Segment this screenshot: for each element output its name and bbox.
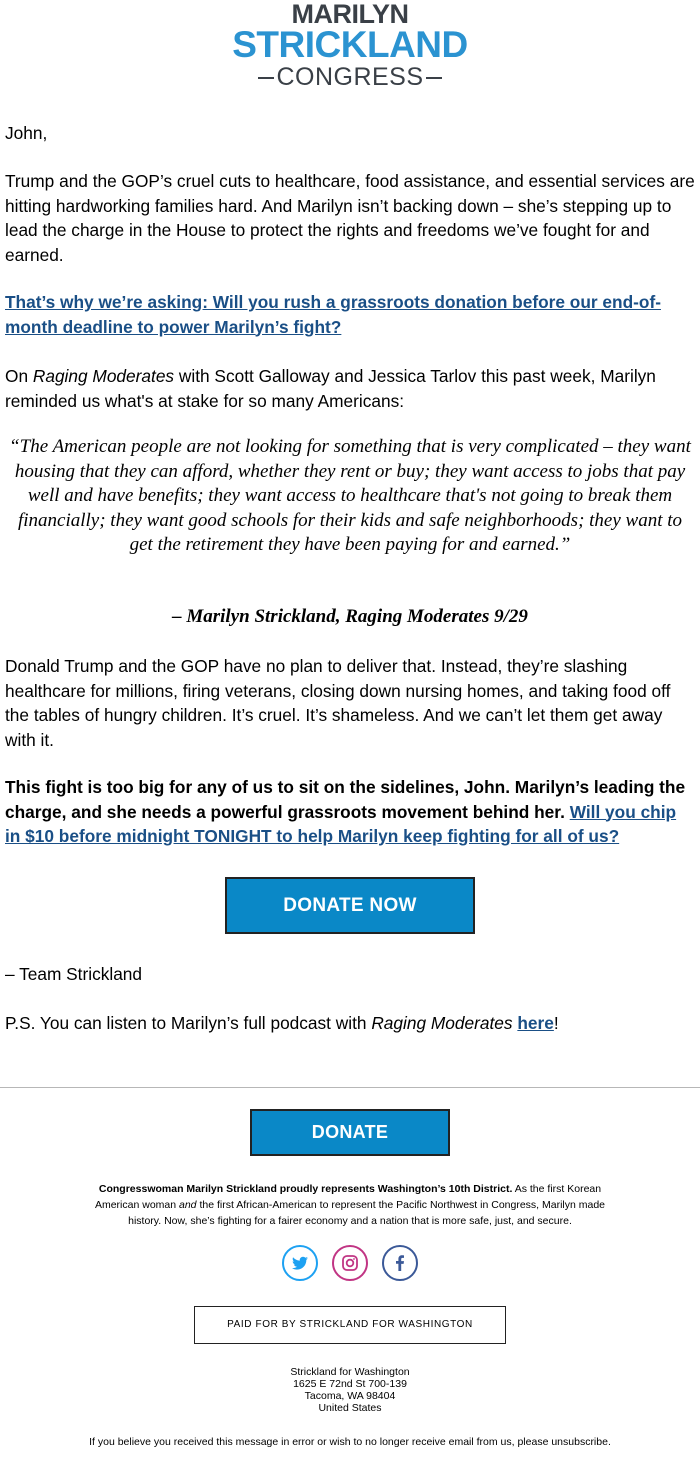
about-text-b: the first African-American to represent the Pacific Northwest in Congress, Marilyn made history. Now, she’s fighting for a fairer economy and a nation that is more safe, just, and secure. — [128, 1199, 606, 1227]
paragraph-podcast-text — [5, 364, 695, 413]
greeting: John, — [5, 123, 48, 143]
show-name: Raging Moderates — [32, 366, 175, 386]
unsubscribe-notice[interactable]: If you believe you received this message in error or wish to no longer receive email from us, please unsubscribe. — [89, 1436, 611, 1448]
paragraph-intro-text: Trump and the GOP’s cruel cuts to healthcare, food assistance, and essential services are hitting hardworking families hard. And Marilyn isn’t backing down – she’s stepping up to lead the charge in the House to protect the rights and freedoms we’ve fought for and earned. — [5, 171, 695, 265]
about-and: and — [179, 1199, 197, 1211]
chip-in-bold: This fight is too big for any of us to sit on the sidelines, John. Marilyn’s leading the charge, and she needs a powerful grassroots movement behind her. — [5, 777, 686, 822]
logo-congress-text: CONGRESS — [276, 63, 424, 91]
instagram-icon[interactable] — [332, 1245, 368, 1281]
about-text-a: As the first Korean American woman — [94, 1183, 602, 1211]
address-org: Strickland for Washington — [290, 1366, 410, 1378]
instagram-glyph — [334, 1247, 366, 1279]
address-street: 1625 E 72nd St 700-139 — [293, 1378, 407, 1390]
twitter-icon[interactable] — [282, 1245, 318, 1281]
footer-donate-button[interactable]: DONATE — [250, 1109, 450, 1156]
quote-attribution: – Marilyn Strickland, Raging Moderates 9/29 — [172, 606, 528, 627]
paragraph-ask — [0, 290, 700, 339]
footer-donate-wrapper — [0, 1109, 700, 1156]
paragraph-trump — [0, 654, 700, 752]
quote-text: “The American people are not looking for something that is very complicated – they want housing that they can afford, whether they rent or buy; they want access to jobs that pay well and have benefits; they want access to healthcare that's not going to break them financially; they want good schools for their kids and safe neighborhoods; they want to get the retirement they have been paying for and earned.” — [9, 436, 691, 555]
footer-divider — [0, 1087, 700, 1088]
ps-show-name: Raging Moderates — [371, 1013, 513, 1033]
podcast-prefix: On — [5, 366, 33, 386]
facebook-icon[interactable] — [382, 1245, 418, 1281]
footer-about — [0, 1181, 700, 1229]
social-links — [0, 1245, 700, 1281]
ps-suffix: ! — [553, 1013, 559, 1033]
ps-prefix: P.S. You can listen to Marilyn’s full podcast with — [5, 1013, 372, 1033]
email-body — [0, 121, 700, 146]
paragraph-trump-text: Donald Trump and the GOP have no plan to deliver that. Instead, they’re slashing healthcare for millions, firing veterans, closing down nursing homes, and taking food off the tables of hungry children. It’s cruel. It’s shameless. And we can’t let them get away with it. — [5, 656, 671, 750]
logo-dash-left — [258, 77, 274, 79]
paid-for-disclaimer: PAID FOR BY STRICKLAND FOR WASHINGTON — [194, 1306, 506, 1344]
about-bold: Congresswoman Marilyn Strickland proudly represents Washington’s 10th District. — [98, 1183, 513, 1195]
logo-tagline — [0, 63, 700, 91]
logo-dash-right — [426, 77, 442, 79]
campaign-logo — [0, 0, 700, 100]
facebook-glyph — [384, 1247, 416, 1279]
podcast-here-link[interactable]: here — [517, 1013, 554, 1033]
address-city: Tacoma, WA 98404 — [304, 1390, 396, 1402]
twitter-glyph — [284, 1247, 316, 1279]
logo-name-first: MARILYN — [291, 0, 409, 29]
chip-in-link[interactable]: Will you chip in $10 before midnight TONIGHT to help Marilyn keep fighting for all of us? — [5, 801, 677, 846]
mailing-address — [0, 1366, 700, 1414]
postscript — [0, 1011, 700, 1036]
logo-name-last: STRICKLAND — [232, 24, 468, 65]
paragraph-chip-in-text — [5, 775, 695, 849]
signoff: – Team Strickland — [5, 964, 143, 984]
paragraph-podcast — [0, 364, 700, 413]
donate-now-wrapper — [0, 877, 700, 934]
quote-block — [0, 435, 700, 558]
donate-now-button[interactable]: DONATE NOW — [225, 877, 475, 934]
address-country: United States — [318, 1402, 382, 1414]
paragraph-intro — [0, 169, 700, 267]
paid-for-wrapper — [0, 1306, 700, 1344]
podcast-suffix: with Scott Galloway and Jessica Tarlov this past week, Marilyn reminded us what's at stake for so many Americans: — [5, 366, 656, 411]
paragraph-chip-in — [0, 775, 700, 849]
donation-ask-link[interactable]: That’s why we’re asking: Will you rush a grassroots donation before our end-of-month deadline to power Marilyn’s fight? — [5, 292, 661, 337]
